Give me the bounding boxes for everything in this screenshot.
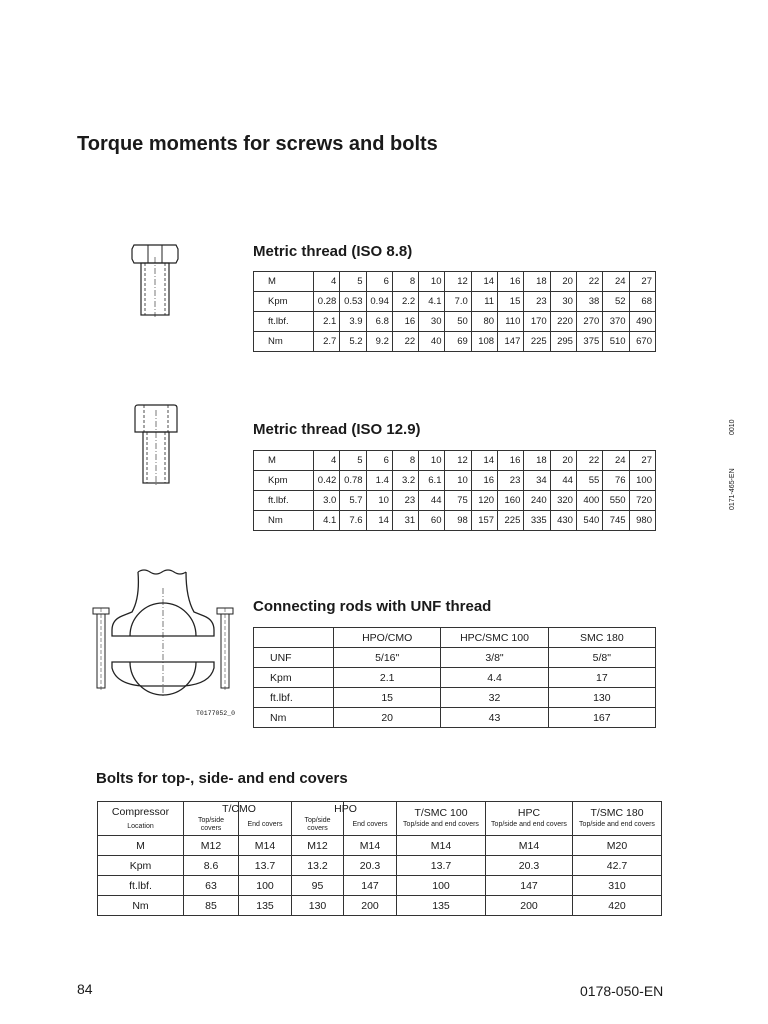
group-header-cell — [486, 802, 573, 836]
table-cell: 13.7 — [239, 856, 292, 876]
row-label: ft.lbf. — [254, 688, 334, 708]
table-cell: 10 — [445, 471, 471, 491]
table-cell: 40 — [419, 332, 445, 352]
row-label: ft.lbf. — [98, 876, 184, 896]
table-cell: 68 — [629, 292, 655, 312]
table-cell: 147 — [498, 332, 524, 352]
table-cell: 3.9 — [340, 312, 366, 332]
row-label: Nm — [254, 708, 334, 728]
table-cell: 7.0 — [445, 292, 471, 312]
iso88-table — [253, 271, 656, 352]
table-cell: 55 — [576, 471, 602, 491]
table-cell: 225 — [498, 511, 524, 531]
location-sub-label: Top/side and end covers — [403, 821, 479, 828]
table-row — [98, 836, 662, 856]
page-title: Torque moments for screws and bolts — [77, 133, 438, 155]
table-cell: 335 — [524, 511, 550, 531]
table-cell: 130 — [548, 688, 655, 708]
table-cell: 18 — [524, 272, 550, 292]
table-cell: 2.7 — [314, 332, 340, 352]
table-cell: 135 — [239, 896, 292, 916]
table-cell: 20.3 — [344, 856, 397, 876]
row-label: M — [98, 836, 184, 856]
group-header-cell — [292, 802, 357, 836]
table-cell: 270 — [576, 312, 602, 332]
table-cell: 3.0 — [314, 491, 340, 511]
table-cell: 5.2 — [340, 332, 366, 352]
table-cell: M14 — [344, 836, 397, 856]
document-code: 0178-050-EN — [580, 983, 664, 999]
table-cell: 85 — [184, 896, 239, 916]
table-cell: 6 — [366, 272, 392, 292]
table-cell: 420 — [573, 896, 662, 916]
table-cell: 95 — [292, 876, 344, 896]
table-cell: 16 — [498, 272, 524, 292]
table-cell: 370 — [603, 312, 629, 332]
unf-table — [253, 627, 656, 728]
row-label: Kpm — [254, 668, 334, 688]
table-cell: 135 — [397, 896, 486, 916]
compressor-label: Compressor — [111, 805, 170, 818]
table-cell: 3/8" — [441, 648, 548, 668]
table-cell: 10 — [419, 451, 445, 471]
compressor-name: T/CMO — [222, 803, 256, 815]
table-cell: 4 — [314, 451, 340, 471]
table-cell: 9.2 — [366, 332, 392, 352]
table-cell: 34 — [524, 471, 550, 491]
row-label: ft.lbf. — [254, 491, 314, 511]
table-cell: 670 — [629, 332, 655, 352]
table-cell: 32 — [441, 688, 548, 708]
iso88-title: Metric thread (ISO 8.8) — [253, 243, 413, 260]
table-cell: 12 — [445, 451, 471, 471]
table-cell: 69 — [445, 332, 471, 352]
table-cell: 24 — [603, 451, 629, 471]
location-sub-label: Top/side covers — [197, 817, 225, 832]
row-label: ft.lbf. — [254, 312, 314, 332]
table-row — [98, 876, 662, 896]
covers-table — [97, 801, 662, 916]
socket-screw-illustration — [132, 404, 180, 486]
row-label — [254, 628, 334, 648]
table-cell: 80 — [471, 312, 497, 332]
group-header-cell — [397, 802, 486, 836]
unf-title: Connecting rods with UNF thread — [253, 598, 492, 615]
table-cell: M20 — [573, 836, 662, 856]
table-cell: 745 — [603, 511, 629, 531]
table-cell: 24 — [603, 272, 629, 292]
table-cell: M12 — [184, 836, 239, 856]
table-row — [254, 312, 656, 332]
table-cell: 430 — [550, 511, 576, 531]
iso129-table — [253, 450, 656, 531]
row-label: Kpm — [98, 856, 184, 876]
table-cell: 20.3 — [486, 856, 573, 876]
table-row — [254, 708, 656, 728]
table-cell: 108 — [471, 332, 497, 352]
compressor-name: T/SMC 100 — [414, 807, 468, 819]
table-cell: 240 — [524, 491, 550, 511]
table-cell: 20 — [550, 272, 576, 292]
table-cell: 1.4 — [366, 471, 392, 491]
table-cell: 20 — [334, 708, 441, 728]
row-label: M — [254, 272, 314, 292]
table-cell: 147 — [486, 876, 573, 896]
compressor-name: HPO — [334, 803, 357, 815]
table-row — [254, 511, 656, 531]
table-row — [254, 332, 656, 352]
table-cell: M14 — [486, 836, 573, 856]
table-cell: 147 — [344, 876, 397, 896]
table-cell: 2.1 — [334, 668, 441, 688]
table-cell: 30 — [550, 292, 576, 312]
location-sub-label: Top/side covers — [304, 817, 331, 832]
table-cell: 14 — [471, 451, 497, 471]
table-cell: 15 — [498, 292, 524, 312]
table-cell: 720 — [629, 491, 655, 511]
table-cell: 17 — [548, 668, 655, 688]
table-cell: 220 — [550, 312, 576, 332]
table-cell: 7.6 — [340, 511, 366, 531]
table-cell: 22 — [392, 332, 418, 352]
table-cell: 4.4 — [441, 668, 548, 688]
table-cell: 18 — [524, 451, 550, 471]
table-cell: 0.78 — [340, 471, 366, 491]
row-label: Nm — [254, 332, 314, 352]
table-cell: 31 — [392, 511, 418, 531]
table-cell: 10 — [366, 491, 392, 511]
header-row — [98, 802, 662, 836]
row-label: M — [254, 451, 314, 471]
table-row — [254, 628, 656, 648]
table-cell: 100 — [629, 471, 655, 491]
table-cell: 13.2 — [292, 856, 344, 876]
table-cell: 310 — [573, 876, 662, 896]
table-cell: 4.1 — [419, 292, 445, 312]
table-cell: 130 — [292, 896, 344, 916]
table-cell: 120 — [471, 491, 497, 511]
table-cell: 0.94 — [366, 292, 392, 312]
table-cell: 510 — [603, 332, 629, 352]
side-code-1: 0010 — [729, 419, 736, 435]
table-cell: 8.6 — [184, 856, 239, 876]
table-cell: 6 — [366, 451, 392, 471]
row-label: Kpm — [254, 292, 314, 312]
table-row — [254, 491, 656, 511]
table-cell: 167 — [548, 708, 655, 728]
table-row — [254, 471, 656, 491]
row-label: Kpm — [254, 471, 314, 491]
figure-code: T0177052_0 — [196, 710, 236, 717]
location-sub-label: Top/side and end covers — [491, 821, 567, 828]
table-cell: 63 — [184, 876, 239, 896]
table-cell: 8 — [392, 451, 418, 471]
table-cell: 0.42 — [314, 471, 340, 491]
location-sub-label: Top/side and end covers — [579, 821, 655, 828]
table-cell: 6.1 — [419, 471, 445, 491]
covers-title: Bolts for top-, side- and end covers — [96, 770, 348, 787]
table-cell: 320 — [550, 491, 576, 511]
table-cell: 23 — [498, 471, 524, 491]
group-header-cell — [184, 802, 256, 836]
table-cell: 200 — [344, 896, 397, 916]
table-row — [98, 896, 662, 916]
table-cell: 16 — [471, 471, 497, 491]
table-row — [254, 451, 656, 471]
group-header-cell — [573, 802, 662, 836]
iso129-title: Metric thread (ISO 12.9) — [253, 421, 421, 438]
table-cell: 12 — [445, 272, 471, 292]
table-cell: 550 — [603, 491, 629, 511]
table-cell: 110 — [498, 312, 524, 332]
table-cell: 160 — [498, 491, 524, 511]
table-cell: 75 — [445, 491, 471, 511]
table-cell: 400 — [576, 491, 602, 511]
location-sub-label: End covers — [352, 821, 388, 828]
table-cell: SMC 180 — [548, 628, 655, 648]
table-row — [254, 668, 656, 688]
table-row — [254, 292, 656, 312]
table-cell: 2.1 — [314, 312, 340, 332]
table-cell: 100 — [397, 876, 486, 896]
table-row — [254, 648, 656, 668]
table-cell: 295 — [550, 332, 576, 352]
table-cell: 15 — [334, 688, 441, 708]
table-cell: 42.7 — [573, 856, 662, 876]
compressor-header-cell — [98, 802, 184, 836]
table-cell: 540 — [576, 511, 602, 531]
table-cell: 11 — [471, 292, 497, 312]
table-cell: 14 — [366, 511, 392, 531]
table-cell: 4 — [314, 272, 340, 292]
location-sub-label: End covers — [247, 821, 283, 828]
row-label: Nm — [254, 511, 314, 531]
table-cell: 50 — [445, 312, 471, 332]
table-cell: 44 — [550, 471, 576, 491]
table-cell: 16 — [498, 451, 524, 471]
page-number: 84 — [77, 981, 93, 997]
table-cell: 980 — [629, 511, 655, 531]
table-cell: M14 — [239, 836, 292, 856]
table-cell: 23 — [524, 292, 550, 312]
table-cell: 20 — [550, 451, 576, 471]
table-cell: 98 — [445, 511, 471, 531]
table-cell: 27 — [629, 272, 655, 292]
table-cell: 8 — [392, 272, 418, 292]
table-cell: 30 — [419, 312, 445, 332]
table-cell: 100 — [239, 876, 292, 896]
table-cell: 0.28 — [314, 292, 340, 312]
table-cell: 10 — [419, 272, 445, 292]
table-cell: 375 — [576, 332, 602, 352]
table-cell: 16 — [392, 312, 418, 332]
table-cell: 44 — [419, 491, 445, 511]
table-cell: 225 — [524, 332, 550, 352]
table-cell: HPC/SMC 100 — [441, 628, 548, 648]
row-label: UNF — [254, 648, 334, 668]
table-cell: 5/8" — [548, 648, 655, 668]
table-cell: M14 — [397, 836, 486, 856]
table-cell: 5 — [340, 451, 366, 471]
table-cell: 43 — [441, 708, 548, 728]
table-row — [254, 272, 656, 292]
side-code-2: 0171-465-EN — [729, 468, 736, 510]
table-cell: 27 — [629, 451, 655, 471]
table-cell: 22 — [576, 272, 602, 292]
table-cell: 200 — [486, 896, 573, 916]
table-cell: M12 — [292, 836, 344, 856]
table-cell: 60 — [419, 511, 445, 531]
compressor-name: T/SMC 180 — [590, 807, 644, 819]
compressor-name: HPC — [517, 807, 541, 819]
table-cell: 5 — [340, 272, 366, 292]
table-cell: 157 — [471, 511, 497, 531]
connecting-rod-illustration — [88, 568, 238, 708]
table-cell: 23 — [392, 491, 418, 511]
table-cell: 13.7 — [397, 856, 486, 876]
row-label: Nm — [98, 896, 184, 916]
table-row — [254, 688, 656, 708]
table-cell: 4.1 — [314, 511, 340, 531]
table-cell: 5.7 — [340, 491, 366, 511]
table-cell: HPO/CMO — [334, 628, 441, 648]
table-cell: 52 — [603, 292, 629, 312]
table-cell: 3.2 — [392, 471, 418, 491]
table-cell: 0.53 — [340, 292, 366, 312]
table-cell: 6.8 — [366, 312, 392, 332]
location-label: Location — [127, 822, 154, 830]
hex-bolt-illustration — [130, 243, 180, 318]
table-cell: 2.2 — [392, 292, 418, 312]
table-cell: 5/16" — [334, 648, 441, 668]
table-cell: 490 — [629, 312, 655, 332]
table-row — [98, 856, 662, 876]
table-cell: 14 — [471, 272, 497, 292]
table-cell: 76 — [603, 471, 629, 491]
table-cell: 170 — [524, 312, 550, 332]
table-cell: 22 — [576, 451, 602, 471]
table-cell: 38 — [576, 292, 602, 312]
